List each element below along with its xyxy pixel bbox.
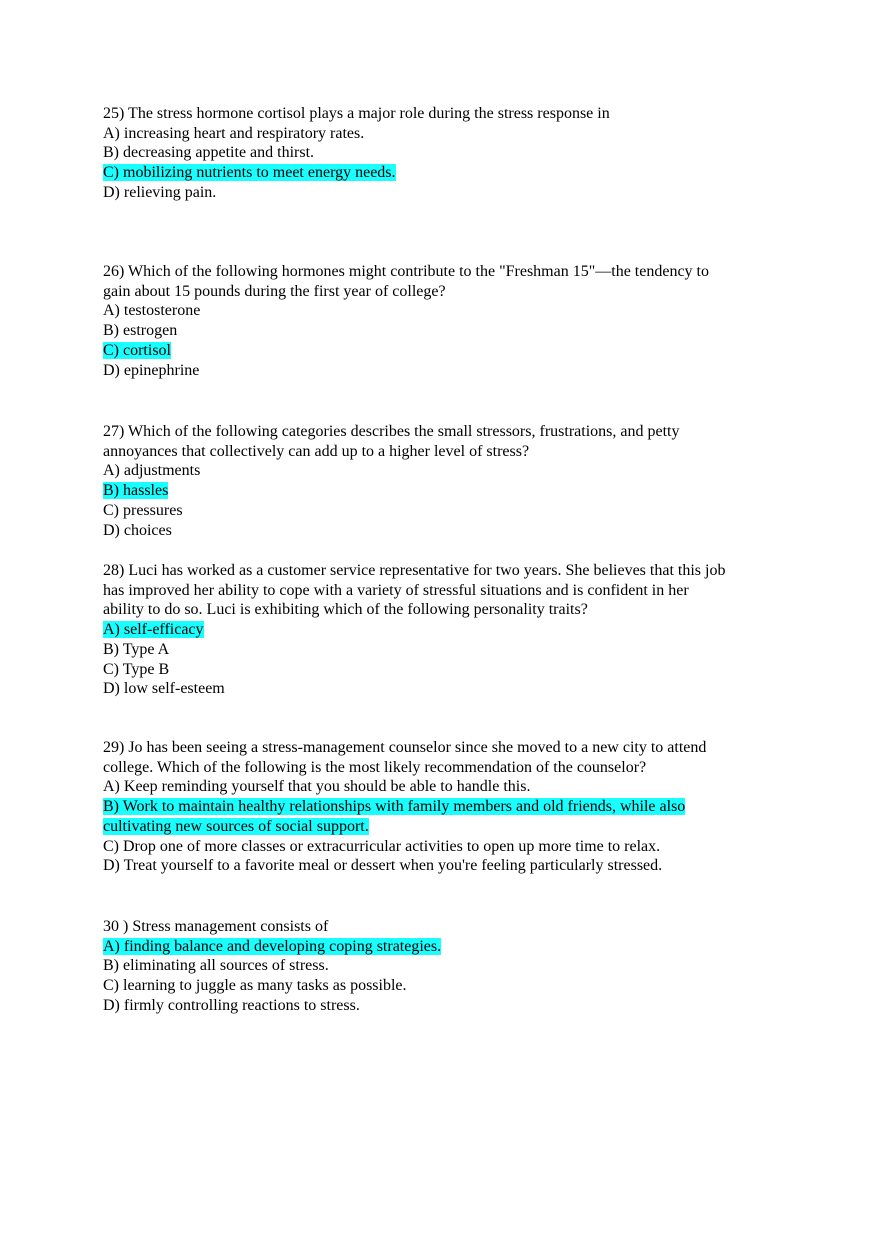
question-25	[103, 104, 803, 203]
question-text-line: ability to do so. Luci is exhibiting which of the following personality traits?	[103, 601, 588, 619]
question-30	[103, 917, 803, 1016]
highlighted-answer: B) hassles	[103, 482, 169, 500]
option-text: B) eliminating all sources of stress.	[103, 957, 329, 975]
question-text-line: has improved her ability to cope with a variety of stressful situations and is confident in her	[103, 581, 689, 599]
option-text: D) relieving pain.	[103, 183, 217, 201]
option-text: C) learning to juggle as many tasks as possible.	[103, 977, 407, 995]
option-d	[103, 856, 803, 876]
option-d	[103, 996, 803, 1016]
question-text-line: 26) Which of the following hormones might contribute to the "Freshman 15"—the tendency to	[103, 263, 709, 280]
question-text-line: 25) The stress hormone cortisol plays a major role during the stress response in	[103, 105, 610, 122]
option-c	[103, 837, 803, 857]
option-a	[103, 461, 803, 481]
highlighted-answer: A) self-efficacy	[103, 621, 204, 639]
option-text: A) testosterone	[103, 302, 201, 320]
highlighted-answer: C) mobilizing nutrients to meet energy needs.	[103, 164, 396, 182]
question-text-line: college. Which of the following is the most likely recommendation of the counselor?	[103, 758, 647, 776]
question-27	[103, 422, 803, 540]
option-c	[103, 976, 803, 996]
option-b-correct	[103, 481, 803, 501]
option-a	[103, 124, 803, 144]
option-a-correct	[103, 937, 803, 957]
option-c-correct	[103, 341, 803, 361]
question-28	[103, 561, 803, 699]
option-d	[103, 183, 803, 203]
option-c	[103, 660, 803, 680]
option-text: D) epinephrine	[103, 361, 200, 379]
option-text: D) firmly controlling reactions to stress.	[103, 996, 360, 1014]
question-text-line: 27) Which of the following categories describes the small stressors, frustrations, and petty	[103, 423, 680, 440]
option-d	[103, 679, 803, 699]
option-b	[103, 143, 803, 163]
question-29	[103, 738, 803, 876]
question-text-line: 30 ) Stress management consists of	[103, 918, 329, 935]
question-text-line: gain about 15 pounds during the first year of college?	[103, 282, 446, 300]
option-a	[103, 301, 803, 321]
question-26	[103, 262, 803, 380]
highlighted-answer: B) Work to maintain healthy relationships with family members and old friends, while also	[103, 798, 686, 816]
option-text: C) Drop one of more classes or extracurricular activities to open up more time to relax.	[103, 837, 661, 855]
option-text: C) Type B	[103, 660, 170, 678]
highlighted-answer: C) cortisol	[103, 341, 171, 359]
option-d	[103, 361, 803, 381]
option-text: C) pressures	[103, 501, 183, 519]
option-text: D) low self-esteem	[103, 680, 225, 698]
option-text: A) adjustments	[103, 462, 201, 480]
option-b-correct	[103, 797, 803, 817]
option-text: D) choices	[103, 521, 172, 539]
option-b	[103, 321, 803, 341]
option-b	[103, 956, 803, 976]
option-b	[103, 640, 803, 660]
question-text-line: 28) Luci has worked as a customer service representative for two years. She believes that this job	[103, 562, 726, 579]
option-text: B) Type A	[103, 640, 170, 658]
highlighted-answer: A) finding balance and developing coping strategies.	[103, 937, 442, 955]
option-a	[103, 777, 803, 797]
option-text: A) increasing heart and respiratory rates.	[103, 124, 365, 142]
option-b-correct-continued	[103, 817, 803, 837]
option-text: A) Keep reminding yourself that you should be able to handle this.	[103, 778, 531, 796]
highlighted-answer: cultivating new sources of social support.	[103, 817, 369, 835]
option-text: B) estrogen	[103, 322, 178, 340]
option-text: B) decreasing appetite and thirst.	[103, 144, 315, 162]
option-text: D) Treat yourself to a favorite meal or dessert when you're feeling particularly stressed.	[103, 857, 663, 875]
option-d	[103, 521, 803, 541]
question-text-line: 29) Jo has been seeing a stress-management counselor since she moved to a new city to attend	[103, 739, 707, 756]
option-c-correct	[103, 163, 803, 183]
option-a-correct	[103, 620, 803, 640]
option-c	[103, 501, 803, 521]
question-text-line: annoyances that collectively can add up to a higher level of stress?	[103, 442, 530, 460]
